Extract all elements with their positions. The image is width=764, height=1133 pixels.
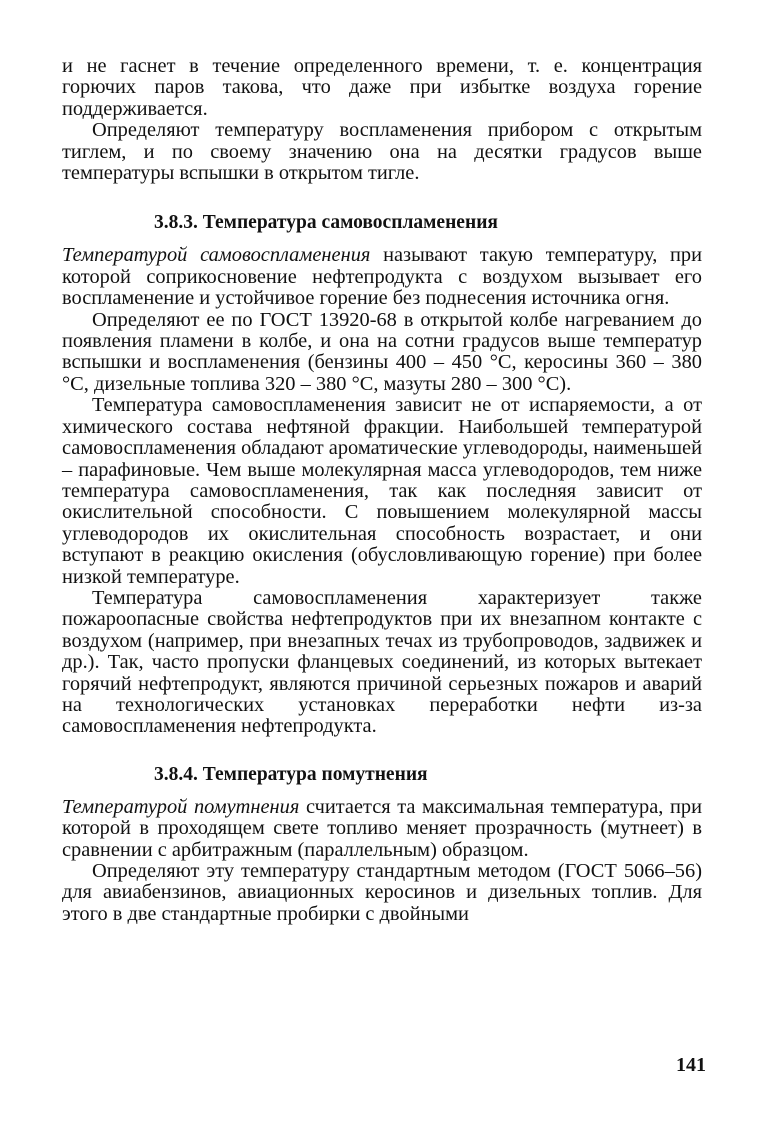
definition-text: называют такую температуру, при которой соприкосновение нефтепродукта с воздухом вызывает его воспламенение и устойчивое горение без поднесения источника огня. xyxy=(62,244,703,310)
paragraph-gost-method: Определяют ее по ГОСТ 13920-68 в открытой колбе нагреванием до появления пламени в колбе, и она на сотни градусов выше температур вспышки и воспламенения (бензины 400 – 450 °С, керосины 360 – 380 °С, дизельные топлива 320 – 380 °С, мазуты 280 – 300 °С). xyxy=(62,308,702,395)
section-heading-cloud-point: 3.8.4. Температура помутнения xyxy=(154,763,428,785)
definition-term: Температурой самовоспламенения xyxy=(62,244,371,267)
definition-term: Температурой помутнения xyxy=(62,795,300,818)
definition-cloud-point xyxy=(62,797,702,861)
page-number: 141 xyxy=(676,1054,706,1076)
definition-autoignition xyxy=(62,245,702,309)
paragraph-standard-method: Определяют эту температуру стандартным методом (ГОСТ 5066–56) для авиабензинов, авиационных керосинов и дизельных топлив. Для этого в две стандартные пробирки с двойными xyxy=(62,860,702,925)
paragraph-chemical-composition: Температура самовоспламенения зависит не от испаряемости, а от химического состава нефтяной фракции. Наибольшей температурой самовоспламенения обладают ароматические углеводороды, наименьшей – парафиновые. Чем выше молекулярная масса углеводородов, тем ниже температура самовоспламенения, так как последняя зависит от окислительной способности. С повышением молекулярной массы углеводородов их окислительная способность возрастает, и они вступают в реакцию окисления (обусловливающую горение) при более низкой температуре. xyxy=(62,394,702,588)
paragraph-fire-hazard: Температура самовоспламенения характеризует также пожароопасные свойства нефтепродуктов при их внезапном контакте с воздухом (например, при внезапных течах из трубопроводов, задвижек и др.). Так, часто пропуски фланцевых соединений, из которых вытекает горячий нефтепродукт, являются причиной серьезных пожаров и аварий на технологических установках переработки нефти из-за самовоспламенения нефтепродукта. xyxy=(62,586,702,738)
paragraph-continuation: и не гаснет в течение определенного времени, т. е. концентрация горючих паров такова, что даже при избытке воздуха горение поддерживается. xyxy=(62,55,702,120)
page-body xyxy=(62,56,702,925)
definition-text: считается та максимальная температура, при которой в проходящем свете топливо меняет прозрачность (мутнеет) в сравнении с арбитражным (параллельным) образцом. xyxy=(62,795,702,861)
paragraph-ignition-method: Определяют температуру воспламенения прибором с открытым тиглем, и по своему значению она на десятки градусов выше температуры вспышки в открытом тигле. xyxy=(62,119,702,185)
section-heading-autoignition: 3.8.3. Температура самовоспламенения xyxy=(154,212,498,234)
